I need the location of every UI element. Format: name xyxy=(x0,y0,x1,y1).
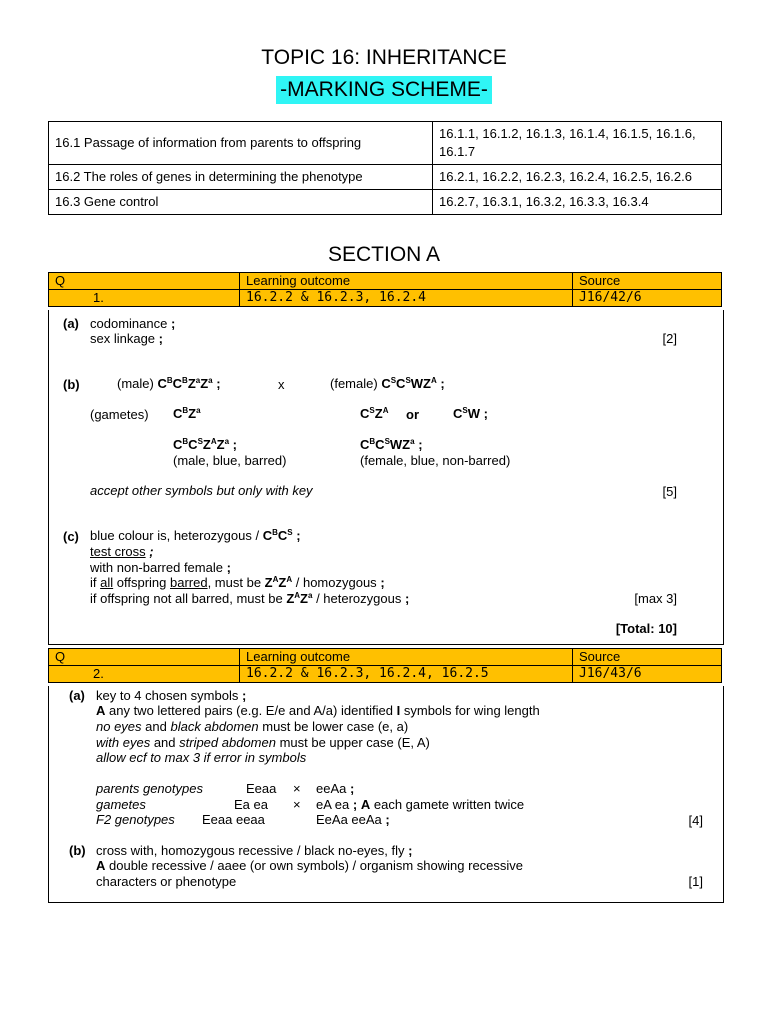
part-label: (b) xyxy=(63,377,80,392)
answer-line: test cross ; xyxy=(90,544,154,559)
header-row xyxy=(49,273,722,290)
header-row xyxy=(49,290,722,307)
total-marks: [Total: 10] xyxy=(615,621,677,636)
topic-cell: 16.3 Gene control xyxy=(49,190,433,215)
answer-line: key to 4 chosen symbols ; xyxy=(96,688,247,703)
answer-line: A any two lettered pairs (e.g. E/e and A/a) identified I symbols for wing length xyxy=(96,703,540,718)
answer-line: sex linkage ; xyxy=(90,331,164,346)
learning-outcome-header: Learning outcome xyxy=(240,273,573,290)
genotype: $C^SZ^A$ xyxy=(360,406,389,421)
marks: [max 3] xyxy=(634,591,677,606)
topic-cell: 16.2 The roles of genes in determining the phenotype xyxy=(49,165,433,190)
part-label: (b) xyxy=(69,843,86,858)
answer-line: codominance ; xyxy=(90,316,176,331)
marks: [4] xyxy=(688,813,703,828)
source-code: J16/43/6 xyxy=(573,666,722,683)
row-label: gametes xyxy=(96,797,146,812)
genotype: $C^SW$ ; xyxy=(453,406,488,421)
marks: [1] xyxy=(688,874,703,889)
learning-outcome: 16.2.2 & 16.2.3, 16.2.4, 16.2.5 xyxy=(240,666,573,683)
genotype: $C^BC^SZ^AZ^a$ ; xyxy=(173,437,237,452)
genotype: EeAa eeAa ; xyxy=(316,812,390,827)
answer-line: (male) $C^BC^BZ^aZ^a$ ; xyxy=(117,376,221,391)
page-title: TOPIC 16: INHERITANCE xyxy=(261,46,507,69)
answer-line: no eyes and black abdomen must be lower case (e, a) xyxy=(96,719,409,734)
answer-line: with non-barred female ; xyxy=(90,560,231,575)
header-row xyxy=(49,666,722,683)
genotype: eeAa ; xyxy=(316,781,355,796)
answer-line: if offspring not all barred, must be $Z^AZ^a$ / heterozygous ; xyxy=(90,591,410,606)
genotype: $C^BC^SWZ^a$ ; xyxy=(360,437,423,452)
table-row xyxy=(49,190,722,215)
table-row xyxy=(49,122,722,165)
times-symbol: × xyxy=(293,781,301,796)
part-label: (c) xyxy=(63,529,79,544)
topics-table xyxy=(48,121,722,215)
genotype: Ea ea xyxy=(234,797,268,812)
page-subtitle: -MARKING SCHEME- xyxy=(276,76,492,104)
question-number: 2. xyxy=(93,666,104,681)
source-header: Source xyxy=(573,273,722,290)
genotype: $C^BZ^a$ xyxy=(173,406,201,421)
answer-line: with eyes and striped abdomen must be upper case (E, A) xyxy=(96,735,430,750)
part-label: (a) xyxy=(63,316,79,331)
q2-answer-box xyxy=(48,686,724,903)
answer-line: allow ecf to max 3 if error in symbols xyxy=(96,750,307,765)
q-column-header: Q xyxy=(49,273,240,290)
subtitle-wrap xyxy=(0,76,768,104)
phenotype: (male, blue, barred) xyxy=(173,453,287,468)
codes-cell: 16.2.1, 16.2.2, 16.2.3, 16.2.4, 16.2.5, 16.2.6 xyxy=(433,165,722,190)
learning-outcome-header: Learning outcome xyxy=(240,649,573,666)
codes-cell: 16.1.1, 16.1.2, 16.1.3, 16.1.4, 16.1.5, 16.1.6, 16.1.7 xyxy=(433,122,722,165)
or-text: or xyxy=(406,407,419,422)
genotype: Eeaa eeaa xyxy=(202,812,265,827)
section-title: SECTION A xyxy=(327,243,441,266)
part-label: (a) xyxy=(69,688,85,703)
answer-line: cross with, homozygous recessive / black no-eyes, fly ; xyxy=(96,843,413,858)
answer-line: characters or phenotype xyxy=(96,874,237,889)
answer-line: if all offspring barred, must be $Z^AZ^A$ / homozygous ; xyxy=(90,575,385,590)
gametes-label: (gametes) xyxy=(90,407,149,422)
cross-symbol: x xyxy=(278,377,285,392)
table-row xyxy=(49,165,722,190)
source-code: J16/42/6 xyxy=(573,290,722,307)
times-symbol: × xyxy=(293,797,301,812)
answer-line: blue colour is, heterozygous / $C^BC^S$ ; xyxy=(90,528,301,543)
marks: [2] xyxy=(662,331,677,346)
question-number: 1. xyxy=(93,290,104,305)
q1-header xyxy=(48,272,722,307)
row-label: F2 genotypes xyxy=(96,812,175,827)
topic-cell: 16.1 Passage of information from parents to offspring xyxy=(49,122,433,165)
header-row xyxy=(49,649,722,666)
marks: [5] xyxy=(662,484,677,499)
q-column-header: Q xyxy=(49,649,240,666)
codes-cell: 16.2.7, 16.3.1, 16.3.2, 16.3.3, 16.3.4 xyxy=(433,190,722,215)
row-label: parents genotypes xyxy=(96,781,203,796)
learning-outcome: 16.2.2 & 16.2.3, 16.2.4 xyxy=(240,290,573,307)
q2-header xyxy=(48,648,722,683)
source-header: Source xyxy=(573,649,722,666)
genotype: Eeaa xyxy=(246,781,277,796)
note: accept other symbols but only with key xyxy=(90,483,313,498)
q1-answer-box xyxy=(48,310,724,645)
answer-line: A double recessive / aaee (or own symbols) / organism showing recessive xyxy=(96,858,524,873)
phenotype: (female, blue, non-barred) xyxy=(360,453,511,468)
answer-line: (female) $C^SC^SWZ^A$ ; xyxy=(330,376,445,391)
genotype: eA ea ; A each gamete written twice xyxy=(316,797,525,812)
